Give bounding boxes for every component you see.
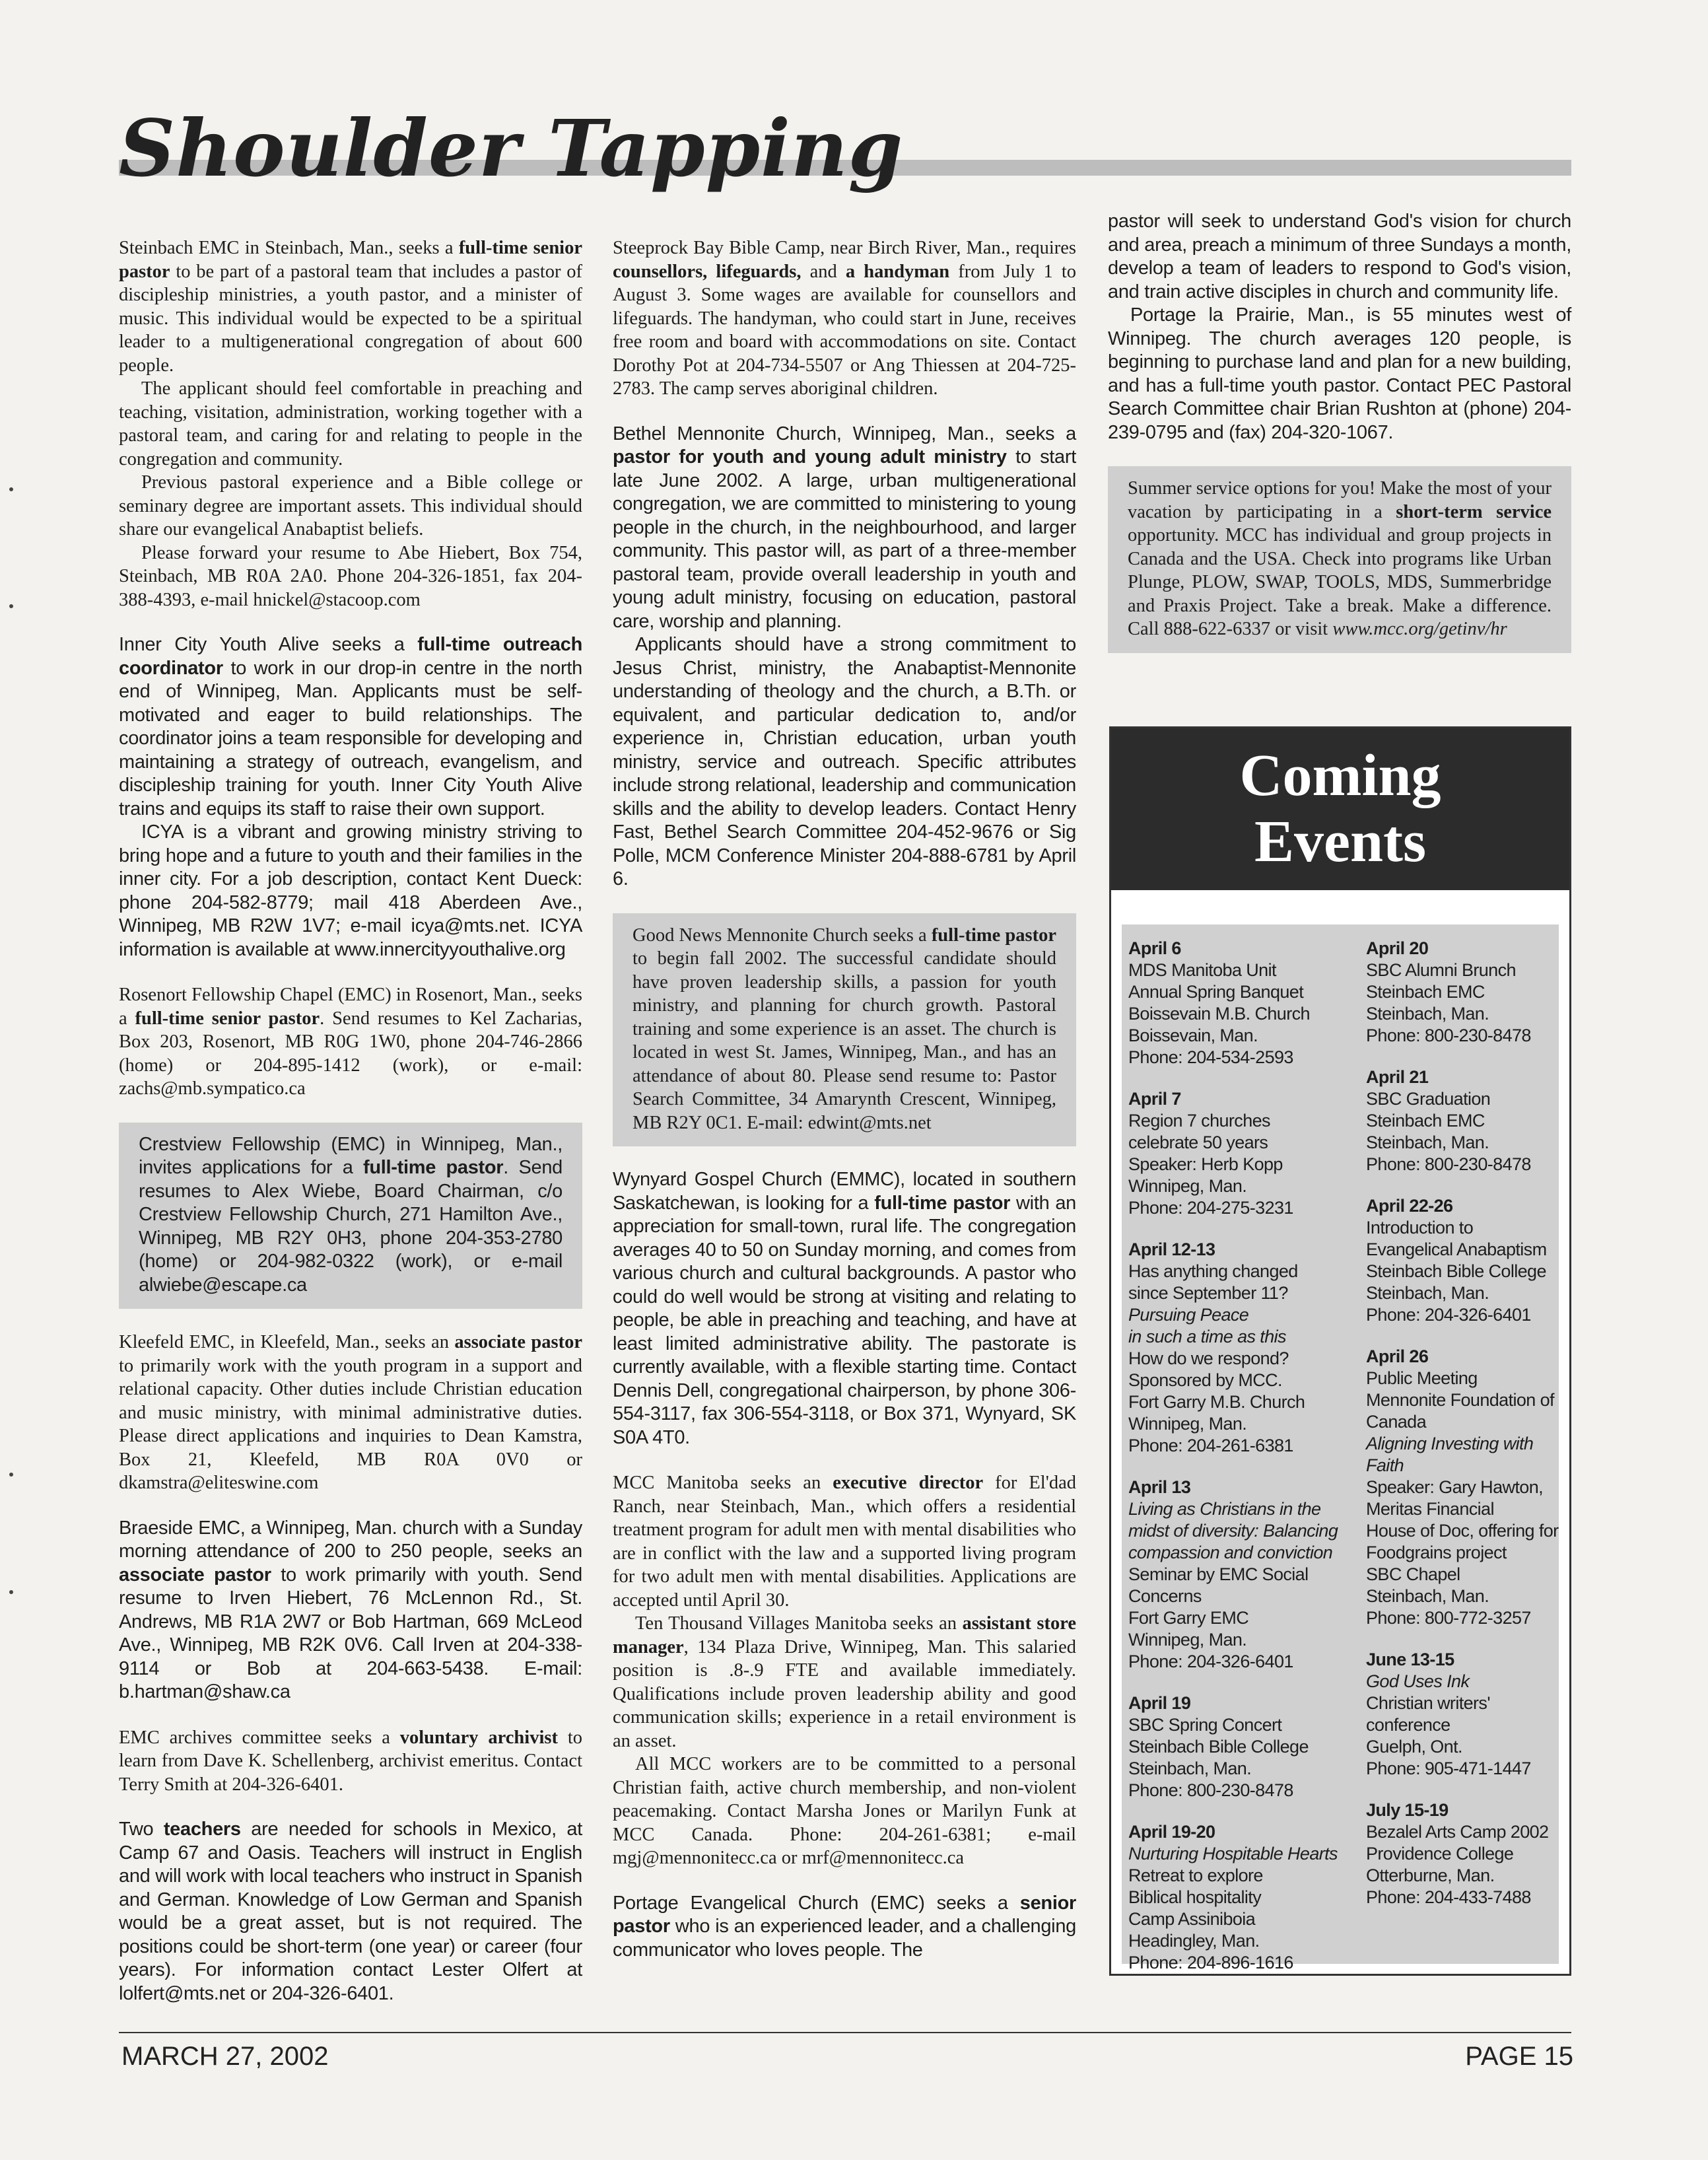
event-date: April 13 [1128,1477,1191,1497]
ad-position: assistant store manager [613,1613,1077,1657]
event-detail: Phone: 800-230-8478 [1366,1026,1531,1045]
ad-paragraph: All MCC workers are to be committed to a personal Christian faith, active church membership, and non-violent peacemaking. Contact Marsha Jones or Marilyn Funk at MCC Canada. Phone: 204-261-6381; e-mail mgj@mennonitecc.ca or mrf@mennonitecc.ca [613,1754,1076,1868]
event-detail: Camp Assiniboia [1128,1909,1256,1929]
ad-position: full-time pastor [363,1157,504,1178]
ad-text: Bethel Mennonite Church, Winnipeg, Man., seeks a [613,423,1076,444]
ad-position: voluntary archivist [399,1727,558,1748]
event-detail: Canada [1366,1412,1426,1432]
ad-text: Summer service options for you! Make the most of your vacation by participating in a [1128,478,1552,522]
ad-paragraph [119,1517,582,1704]
ad-text: to work in our drop-in centre in the north end of Winnipeg, Man. Applicants must be self-motivated and eager to build relationships. The coordinator joins a team responsible for developing and maintaining a strategy of outreach, evangelism, and discipleship training for youth. Inner City Youth Alive trains and equips its staff to raise their own support. [119,657,582,819]
event-item [1366,1649,1576,1780]
ad-crestview-fellowship [119,1123,582,1309]
ad-paragraph [613,236,1076,401]
event-detail: Winnipeg, Man. [1128,1414,1247,1434]
event-detail: Introduction to [1366,1218,1474,1237]
ad-text: . Send resumes to Alex Wiebe, Board Chairman, c/o Crestview Fellowship Church, 271 Hamilton Ave., Winnipeg, MB R2Y 0H3, phone 204-353-2780 (home) or 204-982-0322 (work), or e-mail alwiebe@escape.ca [139,1157,563,1296]
event-detail: Phone: 204-326-6401 [1366,1305,1531,1325]
ad-text: Two [119,1819,164,1840]
event-detail: SBC Alumni Brunch [1366,960,1516,980]
event-detail: Phone: 204-534-2593 [1128,1047,1293,1067]
ad-url: www.mcc.org/getinv/hr [1332,619,1507,639]
ad-paragraph: Portage la Prairie, Man., is 55 minutes west of Winnipeg. The church averages 120 people, is beginning to purchase land and plan for a new building, and has a full-time youth pastor. Contact PEC Pastoral Search Committee chair Brian Rushton at (phone) 204-239-0795 and (fax) 204-320-1067. [1108,304,1571,443]
event-detail: Region 7 churches [1128,1111,1270,1131]
ad-bethel-mennonite [613,423,1076,891]
event-detail: Steinbach, Man. [1366,1004,1489,1024]
event-date: April 7 [1128,1089,1181,1109]
event-detail: Steinbach, Man. [1366,1132,1489,1152]
event-detail: Steinbach EMC [1366,982,1485,1002]
coming-events-list [1122,924,1559,1972]
event-detail: Annual Spring Banquet [1128,982,1304,1002]
event-date: April 26 [1366,1346,1429,1366]
events-column-right [1366,938,1576,1928]
ad-paragraph [632,924,1056,1135]
column-1 [119,236,582,2027]
ad-text: Steeprock Bay Bible Camp, near Birch River, Man., requires [613,238,1076,258]
event-detail: Phone: 204-275-3231 [1128,1198,1293,1218]
ad-position: full-time pastor [931,924,1056,946]
ad-paragraph [119,1331,582,1495]
ad-text: Braeside EMC, a Winnipeg, Man. church with a Sunday morning attendance of 200 to 250 people, seeks an [119,1517,582,1562]
ad-paragraph [613,1168,1076,1449]
ad-position: teachers [163,1819,241,1840]
event-detail: House of Doc, offering for [1366,1521,1559,1541]
event-detail: Christian writers' [1366,1693,1490,1713]
ad-paragraph: The applicant should feel comfortable in preaching and teaching, visitation, administration, working together with a pastoral team, and caring for and relating to people in the congregation and community. [119,378,582,470]
column-2 [613,236,1076,1984]
event-detail: Otterburne, Man. [1366,1865,1495,1885]
event-item [1128,1088,1338,1219]
event-item [1366,1346,1576,1629]
event-date: April 19-20 [1128,1822,1215,1842]
ad-text: Portage Evangelical Church (EMC) seeks a [613,1892,1020,1914]
event-item [1366,1195,1576,1326]
event-detail: Phone: 800-772-3257 [1366,1608,1531,1628]
ad-text: for El'dad Ranch, near Steinbach, Man., which offers a residential treatment program for adult men with mental disabilities who are in conflict with the law and a supported living program for two adult men with mental disabilities. Applications are accepted until April 30. [613,1473,1077,1611]
ad-text: Inner City Youth Alive seeks a [119,634,418,655]
ad-text: , 134 Plaza Drive, Winnipeg, Man. This salaried position is .8-.9 FTE and available immediately. Qualifications include proven leadership ability and good communication skills; experience in a retail environment is an asset. [613,1636,1076,1751]
event-detail: Biblical hospitality [1128,1887,1262,1907]
ad-position: short-term service [1396,501,1552,522]
ad-paragraph [119,236,582,377]
ad-text: with an appreciation for small-town, rural life. The congregation averages 40 to 50 on Sunday morning, and comes from various church and cultural backgrounds. A pastor who could do well would be strong at visiting and relating to people, be able in preaching and teaching, and have at least limited administrative ability. The pastorate is currently available, with a flexible starting time. Contact Dennis Dell, congregational chairperson, by phone 306-554-3117, fax 306-554-3118, or Box 371, Wynyard, SK S0A 4T0. [613,1192,1076,1448]
ad-text: Crestview Fellowship (EMC) in Winnipeg, Man., invites applications for a [139,1133,563,1178]
ad-teachers-mexico [119,1818,582,2005]
page-number: PAGE 15 [1465,2042,1573,2071]
event-detail: Concerns [1128,1586,1202,1606]
events-column-left [1128,938,1338,1994]
event-detail: Phone: 905-471-1447 [1366,1759,1531,1778]
ad-braeside-emc [119,1517,582,1704]
event-detail: Guelph, Ont. [1366,1737,1462,1757]
event-item [1128,1477,1338,1673]
ad-text: to start late June 2002. A large, urban multigenerational congregation, we are committed to ministering to young people in the church, in the neighbourhood, and larger community. This pastor will, as part of a three-member pastoral team, provide overall leadership in youth and young adult ministry, focusing on education, pastoral care, worship and planning. [613,446,1076,632]
footer-rule [119,2032,1571,2033]
ad-text: from July 1 to August 3. Some wages are available for counsellors and lifeguards. The handyman, who could start in June, receives free room and board with accommodations on site. Contact Dorothy Pot at 204-734-5507 or Ang Thiessen at 204-725-2783. The camp serves aboriginal children. [613,261,1076,399]
event-item [1128,1821,1338,1974]
event-detail: Phone: 800-230-8478 [1128,1780,1293,1800]
ad-text: . Send resumes to Kel Zacharias, Box 203, Rosenort, MB R0G 1W0, phone 204-746-2866 (home) or 204-895-1412 (work), or e-mail: zachs@mb.sympatico.ca [119,1008,582,1099]
event-date: April 22-26 [1366,1196,1453,1216]
ad-paragraph [119,633,582,821]
ad-mcc-summer-service [1108,466,1571,653]
event-date: April 6 [1128,938,1181,958]
ad-text: opportunity. MCC has individual and group projects in Canada and the USA. Check into programs like Urban Plunge, PLOW, SWAP, TOOLS, MDS, Summerbridge and Praxis Project. Take a break. Make a difference. Call 888-622-6337 or visit [1128,525,1552,639]
event-title: Pursuing Peace [1128,1305,1249,1325]
ad-position: executive director [833,1473,984,1493]
event-detail: celebrate 50 years [1128,1132,1268,1152]
event-detail: Boissevain, Man. [1128,1026,1258,1045]
event-date: April 19 [1128,1693,1191,1713]
ad-paragraph: Applicants should have a strong commitment to Jesus Christ, ministry, the Anabaptist-Mennonite understanding of theology and the church, a B.Th. or equivalent, and particular dedication to, and/or experience in, Christian education, urban youth ministry, service and outreach. Specific attributes include strong relational, leadership and communication skills and the ability to develop leaders. Contact Henry Fast, Bethel Search Committee 204-452-9676 or Sig Polle, MCM Conference Minister 204-888-6781 by April 6. [613,634,1076,889]
ad-paragraph [613,1471,1076,1612]
event-detail: Evangelical Anabaptism [1366,1239,1547,1259]
event-detail: Phone: 204-326-6401 [1128,1652,1293,1671]
event-detail: Phone: 204-261-6381 [1128,1436,1293,1455]
ad-position: pastor for youth and young adult ministry [613,446,1007,468]
ad-text: to primarily work with the youth program in a support and relational capacity. Other duties include Christian education and music ministry, with minimal administrative duties. Please direct applications and inquiries to Dean Kamstra, Box 21, Kleefeld, MB R0A 0V0 or dkamstra@eliteswine.com [119,1355,582,1493]
ad-text: Steinbach EMC in Steinbach, Man., seeks a [119,238,459,258]
ad-paragraph [119,983,582,1101]
event-date: April 12-13 [1128,1239,1215,1259]
ad-rosenort-fellowship [119,983,582,1101]
event-detail: Winnipeg, Man. [1128,1176,1247,1196]
ad-text: Wynyard Gospel Church (EMMC), located in southern Saskatchewan, is looking for a [613,1169,1076,1214]
event-date: April 21 [1366,1067,1429,1087]
ad-text: are needed for schools in Mexico, at Camp 67 and Oasis. Teachers will instruct in English and will work with local teachers who instruct in Spanish and German. Knowledge of Low German and Spanish would be a great asset, but is not required. The positions could be short-term (one year) or career (four years). For information contact Lester Olfert at lolfert@mts.net or 204-326-6401. [119,1819,583,2004]
event-title: Aligning Investing with [1366,1434,1534,1453]
ad-paragraph [139,1133,563,1298]
event-date: July 15-19 [1366,1800,1449,1820]
ad-paragraph: Please forward your resume to Abe Hiebert, Box 754, Steinbach, MB R0A 2A0. Phone 204-326-1851, fax 204-388-4393, e-mail hnickel@stacoop.com [119,542,582,610]
ad-position: full-time senior pastor [135,1008,320,1029]
ad-paragraph [613,423,1076,634]
ad-steeprock-bay-camp [613,236,1076,401]
event-item [1128,938,1338,1068]
event-detail: Sponsored by MCC. [1128,1370,1282,1390]
event-detail: Foodgrains project [1366,1543,1507,1562]
ad-position: full-time pastor [874,1192,1011,1214]
event-detail: Phone: 204-896-1616 [1128,1953,1293,1972]
ad-good-news-mennonite [613,913,1076,1147]
event-item [1366,1799,1576,1908]
ad-kleefeld-emc [119,1331,582,1495]
event-detail: Headingley, Man. [1128,1931,1260,1951]
ad-paragraph: pastor will seek to understand God's vision for church and area, preach a minimum of three Sundays a month, develop a team of leaders to respond to God's vision, and train active disciples in church and community life. [1108,211,1571,302]
ad-paragraph [613,1612,1076,1753]
event-item [1128,1239,1338,1457]
coming-events-header [1111,728,1569,890]
event-detail: Mennonite Foundation of [1366,1390,1554,1410]
ad-text: to begin fall 2002. The successful candidate should have proven leadership skills, a passion for youth ministry, and planning for church growth. Pastoral training and some experience is an asset. The church is located in west St. James, Winnipeg, Man., and has an attendance of about 80. Please send resume to: Pastor Search Committee, 34 Amarynth Crescent, Winnipeg, MB R2Y 0C1. E-mail: edwint@mts.net [632,948,1056,1133]
ad-position: a handyman [845,261,950,282]
event-detail: SBC Graduation [1366,1089,1491,1109]
section-title: Shoulder Tapping [119,102,904,194]
ad-position: full-time outreach coordinator [119,634,582,679]
ad-paragraph [613,1892,1076,1963]
event-detail: How do we respond? [1128,1348,1289,1368]
ad-text: MCC Manitoba seeks an [613,1473,833,1493]
ad-paragraph [119,1818,582,2005]
event-title: compassion and conviction [1128,1543,1333,1562]
event-detail: Speaker: Gary Hawton, [1366,1477,1544,1497]
event-detail: Steinbach EMC [1366,1111,1485,1131]
event-detail: Boissevain M.B. Church [1128,1004,1310,1024]
ad-paragraph: Previous pastoral experience and a Bible college or seminary degree are important assets. This individual should share our evangelical Anabaptist beliefs. [119,472,582,540]
ad-paragraph: ICYA is a vibrant and growing ministry striving to bring hope and a future to youth and their families in the inner city. For a job description, contact Kent Dueck: phone 204-582-8779; mail 418 Aberdeen Ave., Winnipeg, MB R2W 1V7; e-mail icya@mts.net. ICYA information is available at www.innercityyouthalive.org [119,821,582,960]
ad-inner-city-youth-alive [119,633,582,961]
ad-position: associate pastor [119,1564,271,1585]
event-detail: Speaker: Herb Kopp [1128,1154,1283,1174]
ad-text: Rosenort Fellowship Chapel (EMC) in Rosenort, Man., seeks a [119,985,582,1029]
event-detail: Steinbach, Man. [1128,1759,1252,1778]
ad-mcc-manitoba [613,1471,1076,1870]
event-detail: Winnipeg, Man. [1128,1630,1247,1650]
event-detail: Providence College [1366,1844,1514,1864]
margin-mark [9,487,13,491]
event-detail: Steinbach, Man. [1366,1283,1489,1303]
event-detail: Phone: 204-433-7488 [1366,1887,1531,1907]
event-title: Living as Christians in the [1128,1499,1321,1519]
ad-position: associate pastor [454,1332,582,1352]
ad-paragraph [119,1726,582,1797]
ad-position: full-time senior pastor [119,238,582,282]
event-date: April 20 [1366,938,1429,958]
event-item [1128,1692,1338,1801]
ad-wynyard-gospel [613,1168,1076,1449]
event-item [1366,1066,1576,1175]
coming-events-title-line1: Coming [1239,743,1441,808]
margin-mark [9,1590,13,1594]
event-detail: Seminar by EMC Social [1128,1564,1309,1584]
event-detail: Fort Garry EMC [1128,1608,1249,1628]
ad-text: to work primarily with youth. Send resume to Irven Hiebert, 76 McLennon Rd., St. Andrews, MB R1A 2W7 or Bob Hartman, 669 McLeod Ave., Winnipeg, MB R2K 0V6. Call Irven at 204-338-9114 or Bob at 204-663-5438. E-mail: b.hartman@shaw.ca [119,1564,582,1702]
ad-paragraph [1128,477,1552,641]
event-title: Faith [1366,1455,1404,1475]
ad-emc-archives [119,1726,582,1797]
event-detail: conference [1366,1715,1451,1735]
ad-text: and [801,261,846,282]
event-detail: MDS Manitoba Unit [1128,960,1276,980]
event-detail: SBC Spring Concert [1128,1715,1282,1735]
event-title: midst of diversity: Balancing [1128,1521,1338,1541]
event-title: God Uses Ink [1366,1671,1470,1691]
ad-text: Good News Mennonite Church seeks a [632,924,932,946]
event-detail: Meritas Financial [1366,1499,1494,1519]
issue-date: MARCH 27, 2002 [121,2042,329,2071]
event-detail: Bezalel Arts Camp 2002 [1366,1822,1549,1842]
ad-text: Ten Thousand Villages Manitoba seeks an [635,1613,963,1634]
ad-position: counsellors, lifeguards, [613,261,802,282]
ad-text: Kleefeld EMC, in Kleefeld, Man., seeks an [119,1332,455,1352]
event-detail: since September 11? [1128,1283,1288,1303]
ad-text: to learn from Dave K. Schellenberg, archivist emeritus. Contact Terry Smith at 204-326-6401. [119,1727,582,1795]
column-3 [1108,210,1571,675]
coming-events-title-line2: Events [1254,809,1427,874]
event-detail: Steinbach Bible College [1366,1261,1546,1281]
event-detail: SBC Chapel [1366,1564,1460,1584]
coming-events-box [1109,726,1571,1976]
event-detail: Steinbach, Man. [1366,1586,1489,1606]
event-title: in such a time as this [1128,1327,1286,1346]
event-detail: Public Meeting [1366,1368,1478,1388]
ad-text: who is an experienced leader, and a challenging communicator who loves people. The [613,1916,1076,1961]
event-detail: Retreat to explore [1128,1865,1263,1885]
margin-mark [9,1473,13,1477]
margin-mark [9,604,13,608]
event-date: June 13-15 [1366,1650,1454,1669]
ad-text: to be part of a pastoral team that includes a pastor of discipleship ministries, a youth pastor, and a minister of music. This individual would be expected to be a spiritual leader to a multigenerational congregation of about 600 people. [119,261,582,376]
ad-portage-evangelical [613,1892,1076,1963]
event-title: Nurturing Hospitable Hearts [1128,1844,1338,1864]
event-detail: Phone: 800-230-8478 [1366,1154,1531,1174]
event-detail: Steinbach Bible College [1128,1737,1309,1757]
ad-position: senior pastor [613,1892,1076,1937]
ad-steinbach-emc [119,236,582,611]
event-item [1366,938,1576,1047]
ad-portage-evangelical-continued [1108,210,1571,444]
ad-text: EMC archives committee seeks a [119,1727,400,1748]
event-detail: Has anything changed [1128,1261,1298,1281]
event-detail: Fort Garry M.B. Church [1128,1392,1305,1412]
